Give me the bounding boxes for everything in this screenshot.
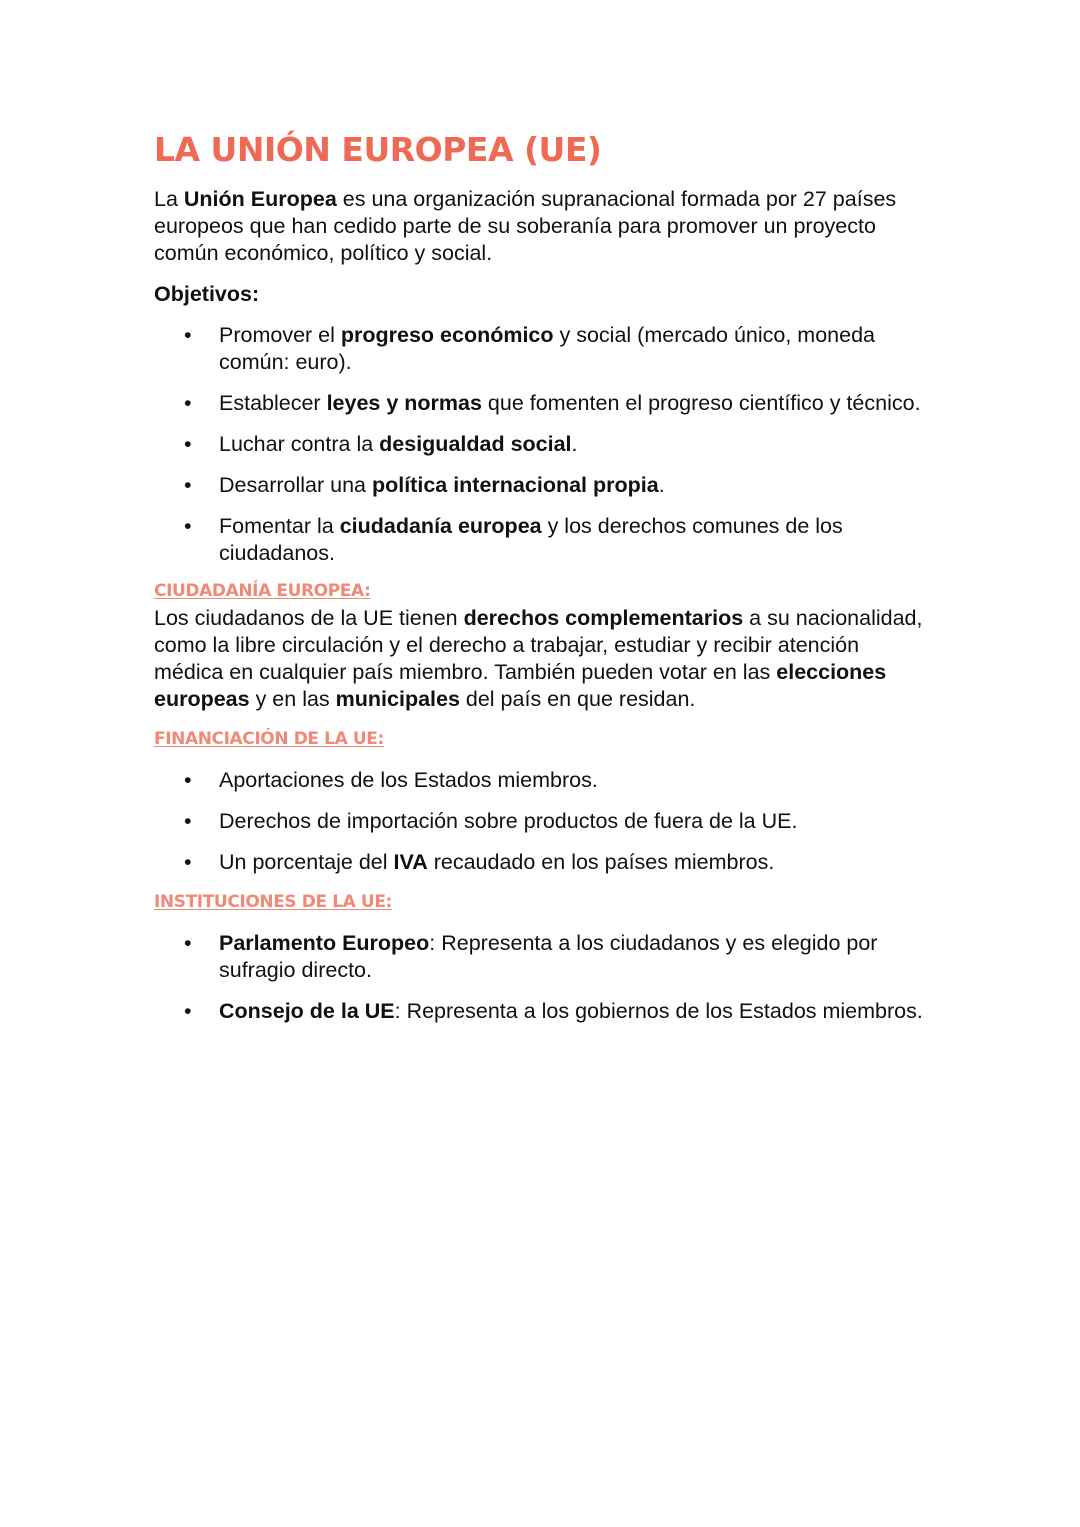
- section-heading-financiacion: FINANCIACIÓN DE LA UE:: [154, 729, 384, 749]
- financiacion-list: [154, 767, 934, 876]
- bullet-icon: •: [184, 999, 192, 1023]
- list-item: • Derechos de importación sobre productos de fuera de la UE.: [184, 809, 798, 833]
- objetivos-label: Objetivos:: [154, 282, 260, 306]
- list-item: • Fomentar la ciudadanía europea y los derechos comunes de los ciudadanos.: [184, 514, 843, 565]
- list-item: • Desarrollar una política internacional propia.: [184, 473, 665, 497]
- list-item: • Un porcentaje del IVA recaudado en los países miembros.: [184, 850, 775, 874]
- intro-paragraph: La Unión Europea es una organización supranacional formada por 27 países europeos que han cedido parte de su soberanía para promover un proyecto común económico, político y social.: [154, 187, 897, 265]
- bullet-icon: •: [184, 323, 192, 347]
- page-title: LA UNIÓN EUROPEA (UE): [154, 130, 602, 169]
- list-item: • Luchar contra la desigualdad social.: [184, 432, 578, 456]
- objetivos-list: [154, 322, 934, 567]
- bullet-icon: •: [184, 931, 192, 955]
- list-item: • Consejo de la UE: Representa a los gobiernos de los Estados miembros.: [184, 999, 923, 1023]
- bullet-icon: •: [184, 514, 192, 538]
- instituciones-list: [154, 930, 934, 1025]
- document-page: [154, 128, 934, 1039]
- bullet-icon: •: [184, 768, 192, 792]
- intro-bold: Unión Europea: [183, 187, 337, 211]
- bullet-icon: •: [184, 809, 192, 833]
- list-item: • Aportaciones de los Estados miembros.: [184, 768, 598, 792]
- list-item: • Establecer leyes y normas que fomenten el progreso científico y técnico.: [184, 391, 921, 415]
- list-item: • Parlamento Europeo: Representa a los ciudadanos y es elegido por sufragio directo.: [184, 931, 878, 982]
- bullet-icon: •: [184, 391, 192, 415]
- section-heading-instituciones: INSTITUCIONES DE LA UE:: [154, 892, 392, 912]
- list-item: • Promover el progreso económico y social (mercado único, moneda común: euro).: [184, 323, 875, 374]
- section-heading-ciudadania: CIUDADANÍA EUROPEA:: [154, 581, 371, 601]
- ciudadania-paragraph: Los ciudadanos de la UE tienen derechos complementarios a su nacionalidad, como la libre circulación y el derecho a trabajar, estudiar y recibir atención médica en cualquier país miembro. También pueden votar en las elecciones europeas y en las municipales del país en que residan.: [154, 606, 923, 711]
- bullet-icon: •: [184, 473, 192, 497]
- bullet-icon: •: [184, 432, 192, 456]
- bullet-icon: •: [184, 850, 192, 874]
